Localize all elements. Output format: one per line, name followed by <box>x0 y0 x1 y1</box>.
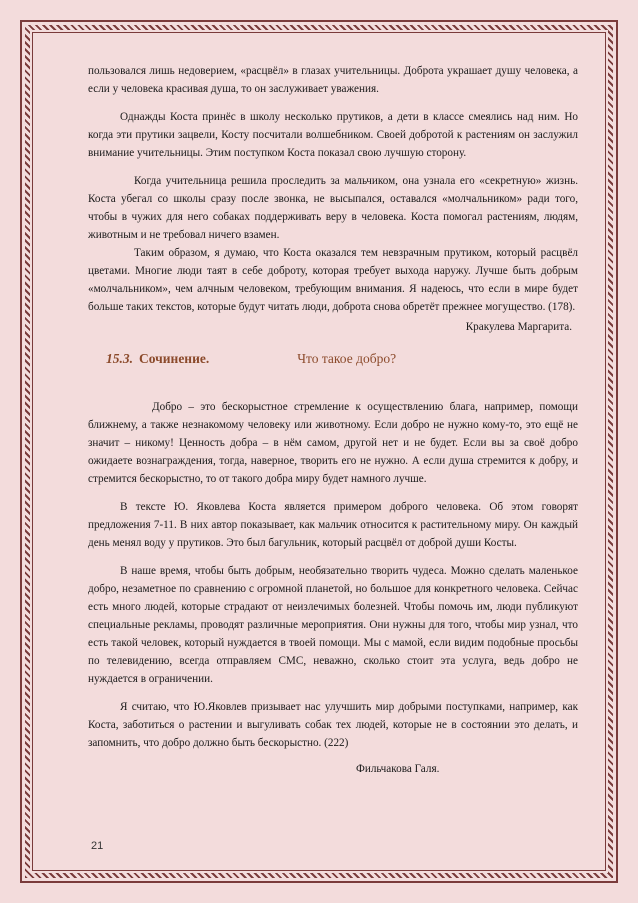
paragraph: Таким образом, я думаю, что Коста оказался тем невзрачным прутиком, который расцвёл цветами. Многие люди таят в себе доброту, которая требует выхода наружу. Лучше быть добрым «молчальником», чем алчным человеком, требующим внимания. Я надеюсь, что если в мире будет больше таких текстов, которые будут читать люди, доброта снова обретёт прежнее могущество. (178). <box>88 247 578 313</box>
section-heading <box>106 350 578 368</box>
section-number: 15.3. <box>106 351 133 366</box>
essay-paragraph: Я считаю, что Ю.Яковлев призывает нас улучшить мир добрыми поступками, например, как Коста, заботиться о растении и выгуливать собак тех людей, которые не в состоянии это делать, и запомнить, что добро должно быть бескорыстно. (222) <box>88 701 578 749</box>
paragraph: Когда учительница решила проследить за мальчиком, она узнала его «секретную» жизнь. Коста убегал со школы сразу после звонка, не высыпался, оставался «молчальником» ради того, чтобы в чужих для него собаках поддерживать веру в человека. Коста помогал растениям, людям, животным и не требовал ничего взамен. <box>88 175 578 241</box>
page-content <box>88 62 578 778</box>
author-signature: Фильчакова Галя. <box>356 763 440 775</box>
paragraph: пользовался лишь недоверием, «расцвёл» в глазах учительницы. Доброта украшает душу человека, а если у человека красивая душа, то он заслуживает уважения. <box>88 65 578 95</box>
author-signature: Кракулева Маргарита. <box>465 321 572 333</box>
page-number: 21 <box>91 840 104 852</box>
section-question: Что такое добро? <box>297 351 397 366</box>
essay-paragraph: Добро – это бескорыстное стремление к осуществлению блага, например, помощи ближнему, а также незнакомому человеку или животному. Если добро не нужно кому-то, это ещё не значит – никому! Ценность добра – в нём самом, другой нет и не будет. Если вы за своё добро ожидаете вознаграждения, тогда, наверное, творить его не нужно. А если душа стремится к добру, и стремится бескорыстно, то от такого добра миру будет намного лучше. <box>88 401 578 485</box>
section-label: Сочинение. <box>139 351 210 366</box>
paragraph: Однажды Коста принёс в школу несколько прутиков, а дети в классе смеялись над ним. Но когда эти прутики зацвели, Косту посчитали волшебником. Своей добротой к растениям он заслужил внимание учительницы. Этим поступком Коста показал свою лучшую сторону. <box>88 111 578 159</box>
essay-paragraph: В наше время, чтобы быть добрым, необязательно творить чудеса. Можно сделать маленькое добро, незаметное по сравнению с огромной планетой, но большое для конкретного человека. Сейчас есть много людей, которые страдают от неизлечимых болезней. Чтобы помочь им, люди публикуют специальные рекламы, проводят различные мероприятия. Они нужны для того, чтобы мир узнал, что есть такой человек, который нуждается в твоей помощи. Мы с мамой, если видим подобные просьбы по телевидению, всегда отправляем СМС, неважно, сколько стоит эта услуга, ведь добро не нуждается в ограничении. <box>88 565 578 685</box>
essay-paragraph: В тексте Ю. Яковлева Коста является примером доброго человека. Об этом говорят предложения 7-11. В них автор показывает, как мальчик относится к растительному миру. Он каждый день менял воду у прутиков. Это был багульник, который расцвёл от доброй души Косты. <box>88 501 578 549</box>
